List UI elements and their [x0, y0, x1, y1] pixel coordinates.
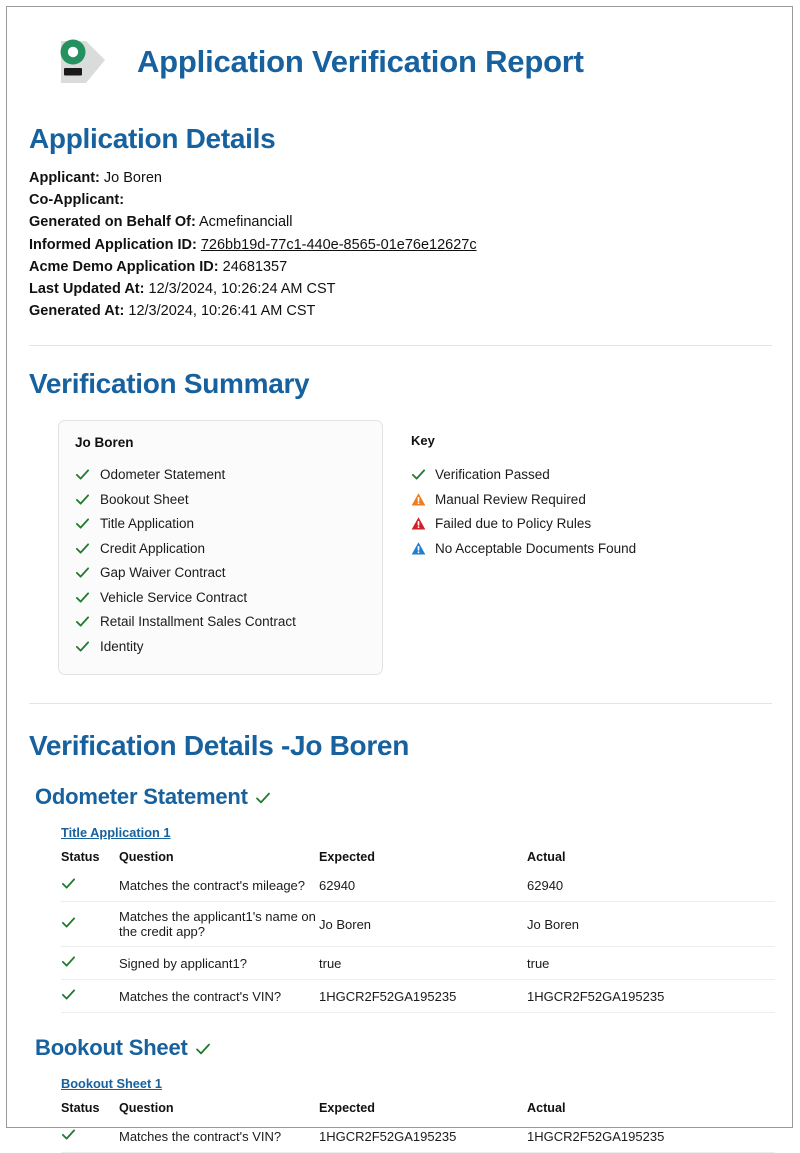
green-check-icon — [255, 790, 270, 805]
application-details-section — [23, 123, 778, 322]
verification-summary-heading: Verification Summary — [29, 368, 310, 400]
report-page — [6, 6, 793, 1144]
table-row — [61, 902, 775, 947]
key-entry-label: Failed due to Policy Rules — [435, 516, 592, 532]
detail-group-odometer-statement — [23, 784, 778, 1013]
report-header — [23, 7, 778, 93]
red-warning-triangle-icon — [411, 516, 426, 531]
row-actual-cell: true — [527, 947, 775, 980]
detail-value: 12/3/2024, 10:26:41 AM CST — [128, 303, 316, 320]
green-check-icon — [75, 492, 90, 507]
row-status-cell — [61, 1120, 119, 1153]
verification-details-heading: Verification Details -Jo Boren — [29, 730, 409, 762]
green-check-icon — [61, 915, 76, 930]
column-header-status: Status — [61, 1101, 100, 1116]
detail-row — [29, 234, 778, 256]
key-list — [411, 462, 636, 560]
verification-details-section — [23, 730, 778, 1153]
detail-row — [29, 167, 778, 189]
summary-item-label: Bookout Sheet — [100, 491, 189, 507]
row-status-cell — [61, 869, 119, 902]
list-item — [75, 487, 366, 512]
table-row — [61, 1120, 775, 1153]
verification-table-bookout-sheet — [61, 1101, 775, 1153]
detail-label: Generated on Behalf Of: — [29, 214, 196, 231]
summary-item-label: Odometer Statement — [100, 467, 226, 483]
summary-item-label: Vehicle Service Contract — [100, 589, 248, 605]
table-header-row — [61, 1101, 775, 1120]
detail-row — [29, 256, 778, 278]
detail-row — [29, 189, 778, 211]
green-check-icon — [75, 541, 90, 556]
summary-item-label: Retail Installment Sales Contract — [100, 614, 296, 630]
table-row — [61, 869, 775, 902]
summary-item-label: Identity — [100, 638, 144, 654]
section-divider — [29, 345, 772, 346]
summary-card — [58, 420, 383, 675]
column-header-question: Question — [119, 850, 174, 865]
summary-card-applicant-name: Jo Boren — [75, 435, 134, 451]
green-check-icon — [75, 516, 90, 531]
detail-label: Informed Application ID: — [29, 236, 197, 253]
row-question-cell: Matches the applicant1's name on the credit app? — [119, 902, 319, 947]
detail-row — [29, 211, 778, 233]
detail-row — [29, 300, 778, 322]
document-link-bookout-sheet-1[interactable]: Bookout Sheet 1 — [61, 1076, 162, 1092]
list-item — [411, 462, 636, 487]
detail-group-title — [29, 1035, 778, 1061]
row-expected-cell: 1HGCR2F52GA195235 — [319, 1120, 527, 1153]
green-check-icon — [75, 565, 90, 580]
green-check-icon — [61, 1127, 76, 1142]
column-header-actual: Actual — [527, 850, 566, 865]
list-item — [75, 536, 366, 561]
row-actual-cell: 62940 — [527, 869, 775, 902]
summary-item-label: Gap Waiver Contract — [100, 565, 226, 581]
row-actual-cell: Jo Boren — [527, 902, 775, 947]
orange-warning-triangle-icon — [411, 492, 426, 507]
row-status-cell — [61, 902, 119, 947]
detail-group-title-text: Bookout Sheet — [35, 1035, 188, 1061]
summary-check-list — [75, 462, 366, 658]
column-header-expected: Expected — [319, 1101, 375, 1116]
column-header-actual: Actual — [527, 1101, 566, 1116]
column-header-question: Question — [119, 1101, 174, 1116]
detail-label: Applicant: — [29, 170, 100, 186]
row-expected-cell: Jo Boren — [319, 902, 527, 947]
key-entry-label: No Acceptable Documents Found — [435, 540, 637, 556]
application-details-list — [23, 167, 778, 322]
detail-label: Generated At: — [29, 303, 125, 320]
detail-row — [29, 278, 778, 300]
key-entry-label: Verification Passed — [435, 467, 550, 483]
detail-value: Acmefinanciall — [199, 214, 293, 231]
summary-item-label: Credit Application — [100, 540, 206, 556]
column-header-expected: Expected — [319, 850, 375, 865]
row-expected-cell: 1HGCR2F52GA195235 — [319, 980, 527, 1013]
list-item — [75, 585, 366, 610]
detail-value: 24681357 — [222, 258, 288, 275]
row-question-cell: Matches the contract's VIN? — [119, 1120, 319, 1153]
blue-warning-triangle-icon — [411, 541, 426, 556]
detail-group-title — [29, 784, 778, 810]
detail-value: Jo Boren — [103, 170, 162, 186]
list-item — [75, 511, 366, 536]
list-item — [411, 511, 636, 536]
detail-value: 12/3/2024, 10:26:24 AM CST — [148, 281, 336, 298]
page-title: Application Verification Report — [137, 44, 584, 79]
section-divider — [29, 703, 772, 704]
green-check-icon — [411, 467, 426, 482]
key-legend — [411, 420, 636, 675]
document-link-title-application-1[interactable]: Title Application 1 — [61, 825, 171, 841]
key-entry-label: Manual Review Required — [435, 491, 586, 507]
green-check-icon — [61, 954, 76, 969]
detail-group-title-text: Odometer Statement — [35, 784, 248, 810]
detail-label: Last Updated At: — [29, 281, 145, 298]
table-header-row — [61, 850, 775, 869]
green-check-icon — [75, 614, 90, 629]
application-details-heading: Application Details — [29, 123, 276, 154]
detail-label: Acme Demo Application ID: — [29, 258, 219, 275]
detail-group-bookout-sheet — [23, 1035, 778, 1153]
row-status-cell — [61, 947, 119, 980]
informed-application-id-value[interactable]: 726bb19d-77c1-440e-8565-01e76e12627c — [200, 236, 477, 253]
informed-tag-logo-icon — [53, 33, 111, 91]
list-item — [411, 487, 636, 512]
summary-item-label: Title Application — [100, 516, 195, 532]
green-check-icon — [75, 639, 90, 654]
green-check-icon — [75, 590, 90, 605]
row-question-cell: Signed by applicant1? — [119, 947, 319, 980]
row-question-cell: Matches the contract's VIN? — [119, 980, 319, 1013]
row-actual-cell: 1HGCR2F52GA195235 — [527, 1120, 775, 1153]
verification-table-odometer-statement — [61, 850, 775, 1013]
green-check-icon — [195, 1041, 210, 1056]
verification-summary-section — [23, 368, 778, 675]
green-check-icon — [75, 467, 90, 482]
list-item — [75, 609, 366, 634]
table-row — [61, 980, 775, 1013]
list-item — [75, 462, 366, 487]
row-question-cell: Matches the contract's mileage? — [119, 869, 319, 902]
table-row — [61, 947, 775, 980]
list-item — [75, 634, 366, 659]
row-expected-cell: true — [319, 947, 527, 980]
list-item — [75, 560, 366, 585]
column-header-status: Status — [61, 850, 100, 865]
detail-label: Co-Applicant: — [29, 192, 125, 209]
list-item — [411, 536, 636, 561]
green-check-icon — [61, 987, 76, 1002]
green-check-icon — [61, 876, 76, 891]
row-status-cell — [61, 980, 119, 1013]
key-title: Key — [411, 433, 435, 449]
row-expected-cell: 62940 — [319, 869, 527, 902]
row-actual-cell: 1HGCR2F52GA195235 — [527, 980, 775, 1013]
